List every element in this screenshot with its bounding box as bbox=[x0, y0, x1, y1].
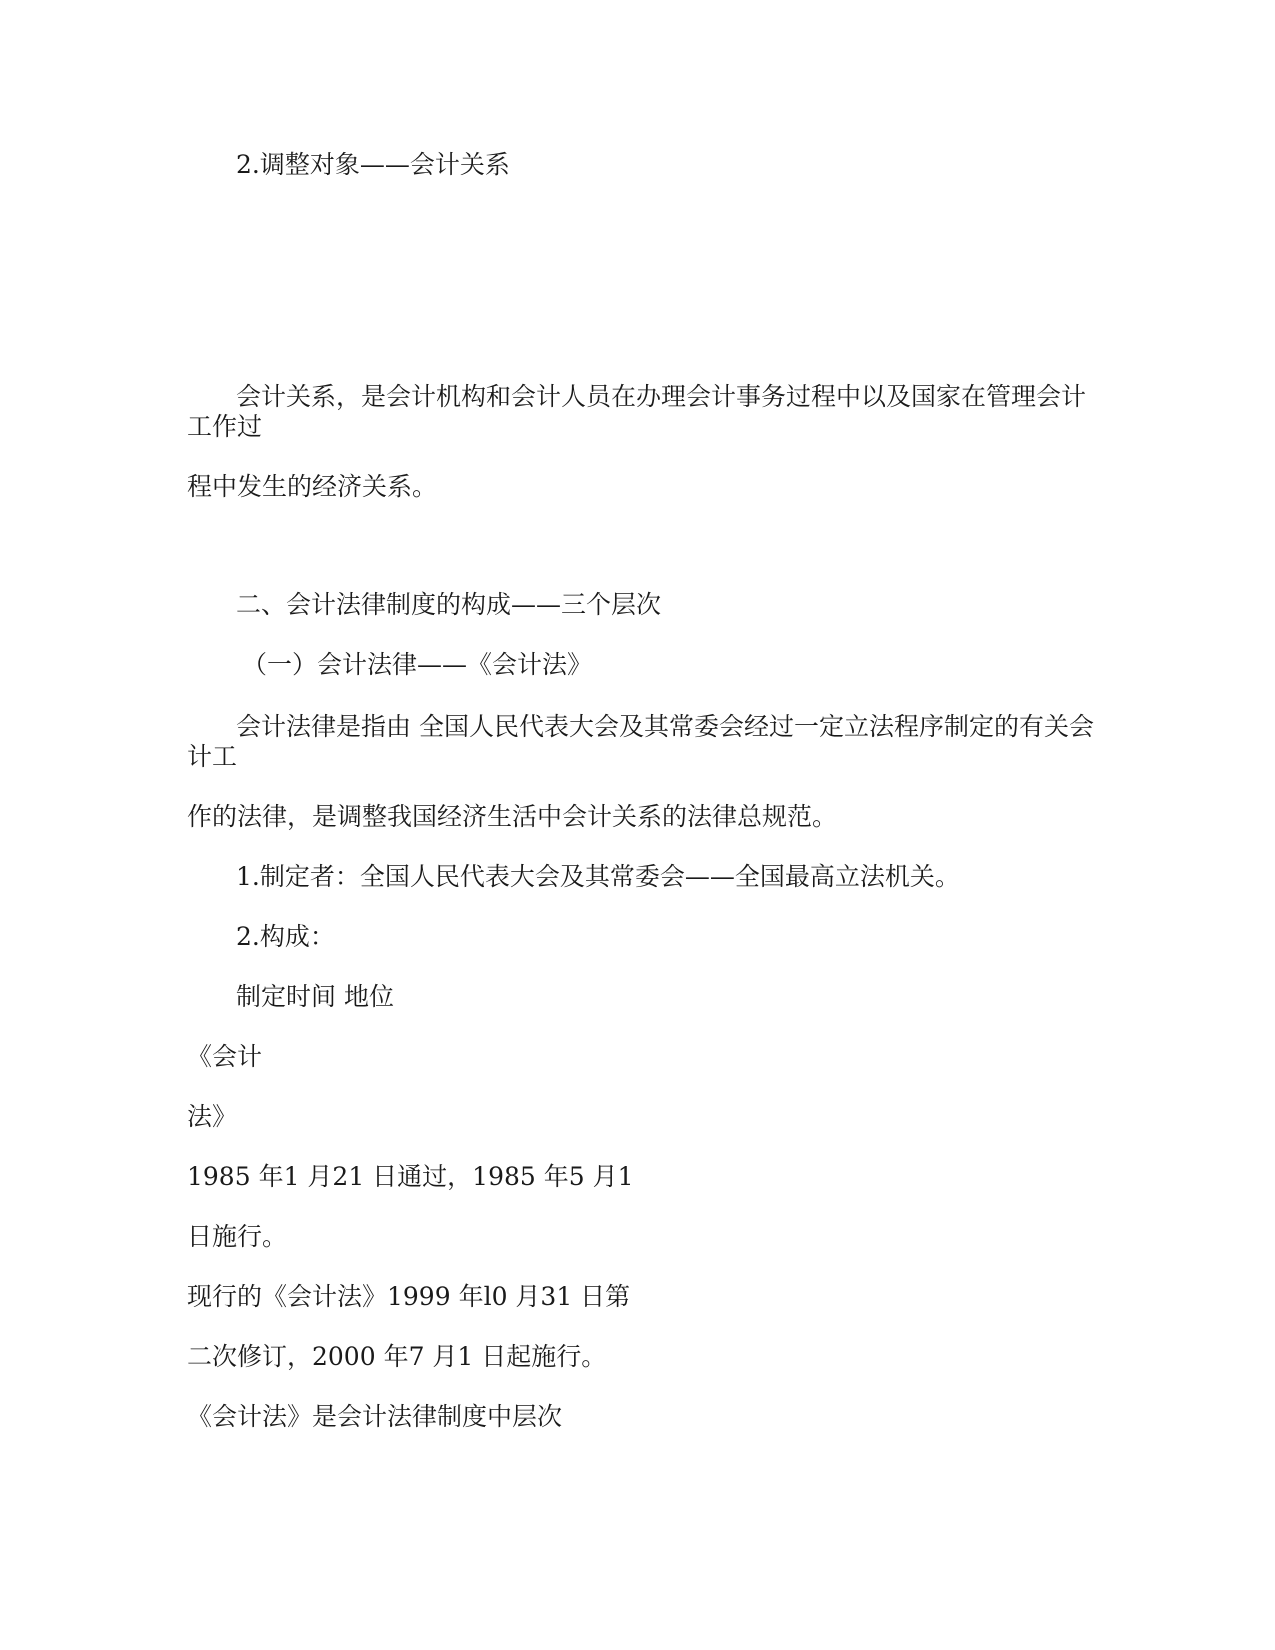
table-cell-line: 法》 bbox=[187, 1102, 238, 1131]
table-header-row: 制定时间 地位 bbox=[236, 982, 394, 1011]
paragraph-line: 会计关系，是会计机构和会计人员在办理会计事务过程中以及国家在管理会计 bbox=[236, 382, 1087, 411]
paragraph-line: 作的法律，是调整我国经济生活中会计关系的法律总规范。 bbox=[187, 802, 838, 831]
table-cell-line: 《会计法》是会计法律制度中层次 bbox=[187, 1402, 563, 1431]
section-heading-adjustment-object: 2.调整对象——会计关系 bbox=[236, 150, 510, 179]
table-cell-line: 现行的《会计法》1999 年l0 月31 日第 bbox=[187, 1282, 631, 1311]
table-cell-line: 日施行。 bbox=[187, 1222, 288, 1251]
paragraph-line: 计工 bbox=[187, 742, 238, 771]
table-cell-line: 《会计 bbox=[187, 1042, 263, 1071]
list-item-maker: 1.制定者：全国人民代表大会及其常委会——全国最高立法机关。 bbox=[236, 862, 960, 891]
section-heading-composition: 二、会计法律制度的构成——三个层次 bbox=[236, 590, 662, 619]
table-cell-line: 1985 年1 月21 日通过，1985 年5 月1 bbox=[187, 1162, 634, 1191]
subsection-heading-accounting-law: （一）会计法律——《会计法》 bbox=[242, 650, 593, 679]
paragraph-line: 会计法律是指由 全国人民代表大会及其常委会经过一定立法程序制定的有关会 bbox=[236, 712, 1094, 741]
paragraph-line: 工作过 bbox=[187, 412, 263, 441]
list-item-composition: 2.构成： bbox=[236, 922, 335, 951]
paragraph-line: 程中发生的经济关系。 bbox=[187, 472, 438, 501]
table-cell-line: 二次修订，2000 年7 月1 日起施行。 bbox=[187, 1342, 607, 1371]
